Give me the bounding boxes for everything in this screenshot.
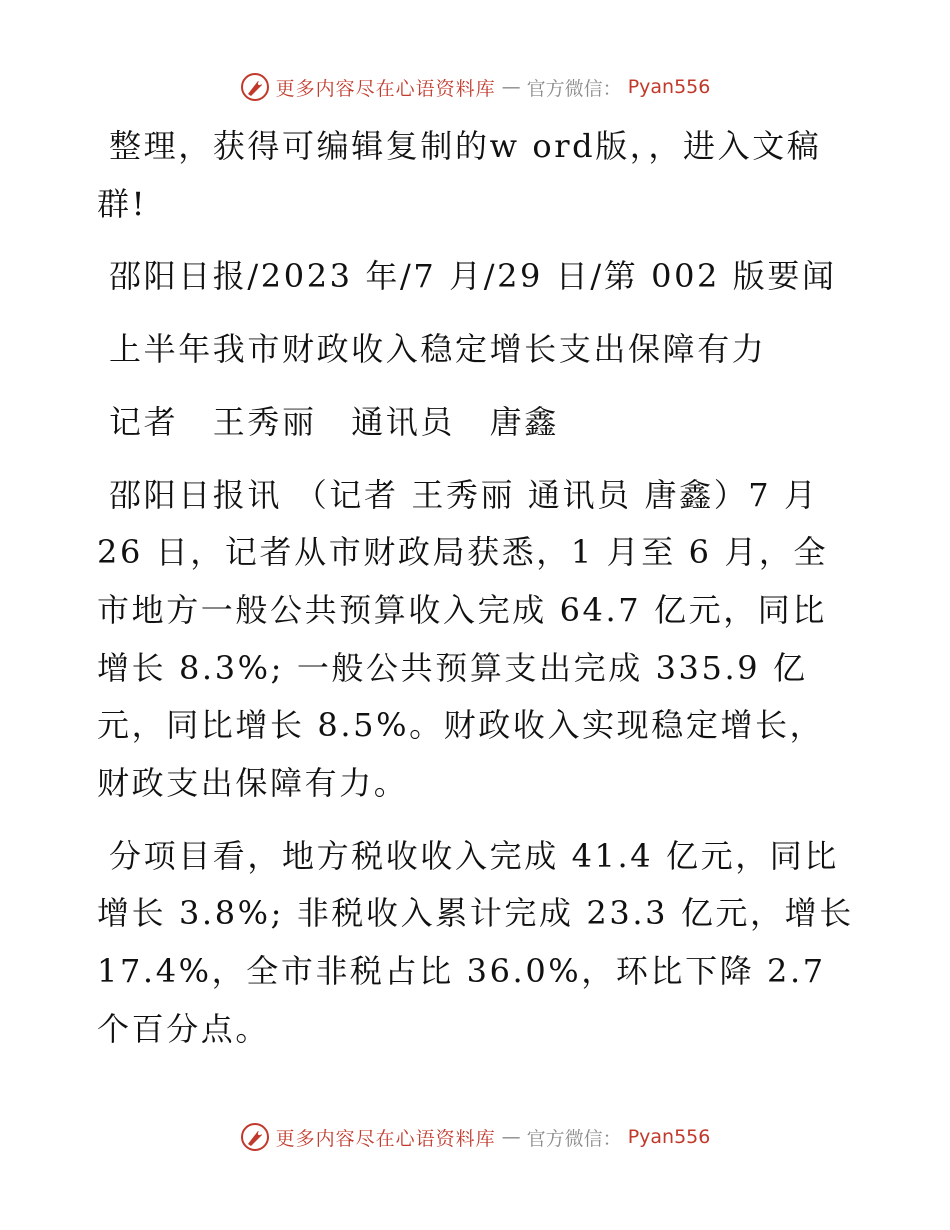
document-body — [97, 118, 857, 1074]
banner-separator: — — [501, 1126, 521, 1148]
banner-contact-id: Pyan556 — [627, 1126, 711, 1148]
banner-brand-text: 更多内容尽在心语资料库 — [275, 1127, 496, 1150]
headline: 上半年我市财政收入稳定增长支出保障有力 — [109, 330, 767, 369]
footer-banner — [0, 1122, 950, 1152]
banner-contact-id: Pyan556 — [627, 76, 711, 98]
banner-brand-text: 更多内容尽在心语资料库 — [275, 77, 496, 100]
byline: 记者 王秀丽 通讯员 唐鑫 — [109, 402, 559, 441]
banner-contact-label: 官方微信： — [526, 77, 622, 100]
paragraph: 分项目看，地方税收收入完成 41.4 亿元，同比增长 3.8%; 非税收入累计完成 23.3 亿元，增长 17.4%，全市非税占比 36.0%，环比下降 2.7 个百分点。 — [97, 836, 854, 1048]
paragraph: 邵阳日报讯 （记者 王秀丽 通讯员 唐鑫）7 月 26 日，记者从市财政局获悉，1 月至 6 月，全市地方一般公共预算收入完成 64.7 亿元，同比增长 8.3%; 一般公共预算支出完成 335.9 亿元，同比增长 8.5%。财政收入实现稳定增长，财政支出保障有力。 — [97, 475, 829, 803]
source-line: 邵阳日报/2023 年/7 月/29 日/第 002 版要闻 — [109, 257, 837, 296]
pen-nib-logo-icon — [240, 1122, 270, 1152]
intro-line: 整理，获得可编辑复制的w ord版，，进入文稿群! — [97, 127, 822, 223]
pen-nib-logo-icon — [240, 72, 270, 102]
banner-contact-label: 官方微信： — [526, 1127, 622, 1150]
banner-separator: — — [501, 76, 521, 98]
header-banner — [0, 72, 950, 102]
